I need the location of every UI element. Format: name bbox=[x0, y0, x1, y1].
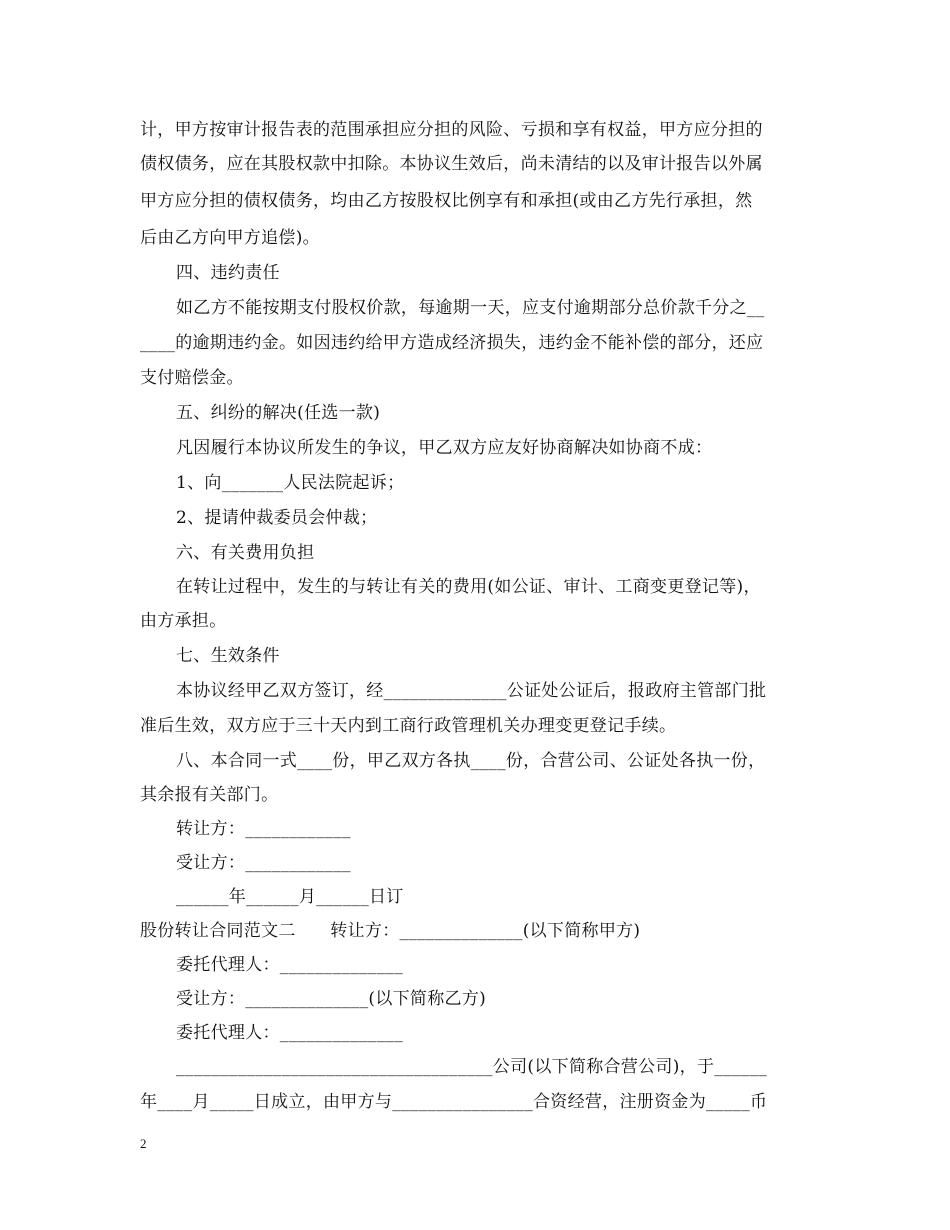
text-line: 债权债务，应在其股权款中扣除。本协议生效后，尚未清结的以及审计报告以外属 bbox=[140, 154, 763, 174]
section-heading: 六、有关费用负担 bbox=[176, 543, 315, 563]
text-line: 后由乙方向甲方追偿)。 bbox=[140, 228, 320, 248]
text-line: 其余报有关部门。 bbox=[140, 785, 279, 805]
text-line: 受让方：______________(以下简称乙方) bbox=[176, 989, 487, 1009]
date-line: ______年______月______日订 bbox=[176, 887, 404, 907]
list-item: 2、提请仲裁委员会仲裁； bbox=[176, 508, 378, 528]
document-title-line: 股份转让合同范文二 转让方：______________(以下简称甲方) bbox=[140, 921, 641, 941]
text-line: 八、本合同一式____份，甲乙双方各执____份，合营公司、公证处各执一份， bbox=[176, 751, 766, 771]
text-line: 委托代理人：______________ bbox=[176, 955, 403, 975]
signature-line: 转让方：____________ bbox=[176, 819, 351, 839]
section-heading: 四、违约责任 bbox=[176, 263, 280, 283]
text-line: 本协议经甲乙双方签订，经______________公证处公证后，报政府主管部门批 bbox=[176, 681, 767, 701]
text-line: 由方承担。 bbox=[140, 611, 227, 631]
page-number: 2 bbox=[140, 1136, 147, 1151]
text-line: 年____月_____日成立，由甲方与________________合资经营，注册资金为_____币 bbox=[140, 1092, 768, 1112]
text-line: 准后生效，双方应于三十天内到工商行政管理机关办理变更登记手续。 bbox=[140, 716, 677, 736]
text-line: 委托代理人：______________ bbox=[176, 1023, 403, 1043]
signature-line: 受让方：____________ bbox=[176, 853, 351, 873]
section-heading: 七、生效条件 bbox=[176, 646, 280, 666]
text-line: ____________________________________公司(以下简称合营公司)，于______ bbox=[176, 1057, 768, 1077]
text-line: 计，甲方按审计报告表的范围承担应分担的风险、亏损和享有权益，甲方应分担的 bbox=[140, 120, 763, 140]
text-line: 在转让过程中，发生的与转让有关的费用(如公证、审计、工商变更登记等)， bbox=[176, 577, 761, 597]
list-item: 1、向_______人民法院起诉； bbox=[176, 473, 405, 493]
text-line: 凡因履行本协议所发生的争议，甲乙双方应友好协商解决如协商不成： bbox=[176, 438, 713, 458]
text-line: 甲方应分担的债权债务，均由乙方按股权比例享有和承担(或由乙方先行承担，然 bbox=[140, 191, 753, 211]
section-heading: 五、纠纷的解决(任选一款) bbox=[176, 403, 381, 423]
text-line: 如乙方不能按期支付股权价款，每逾期一天，应支付逾期部分总价款千分之__ bbox=[176, 298, 765, 318]
text-line: ____的逾期违约金。如因违约给甲方造成经济损失，违约金不能补偿的部分，还应 bbox=[140, 333, 764, 353]
text-line: 支付赔偿金。 bbox=[140, 368, 244, 388]
